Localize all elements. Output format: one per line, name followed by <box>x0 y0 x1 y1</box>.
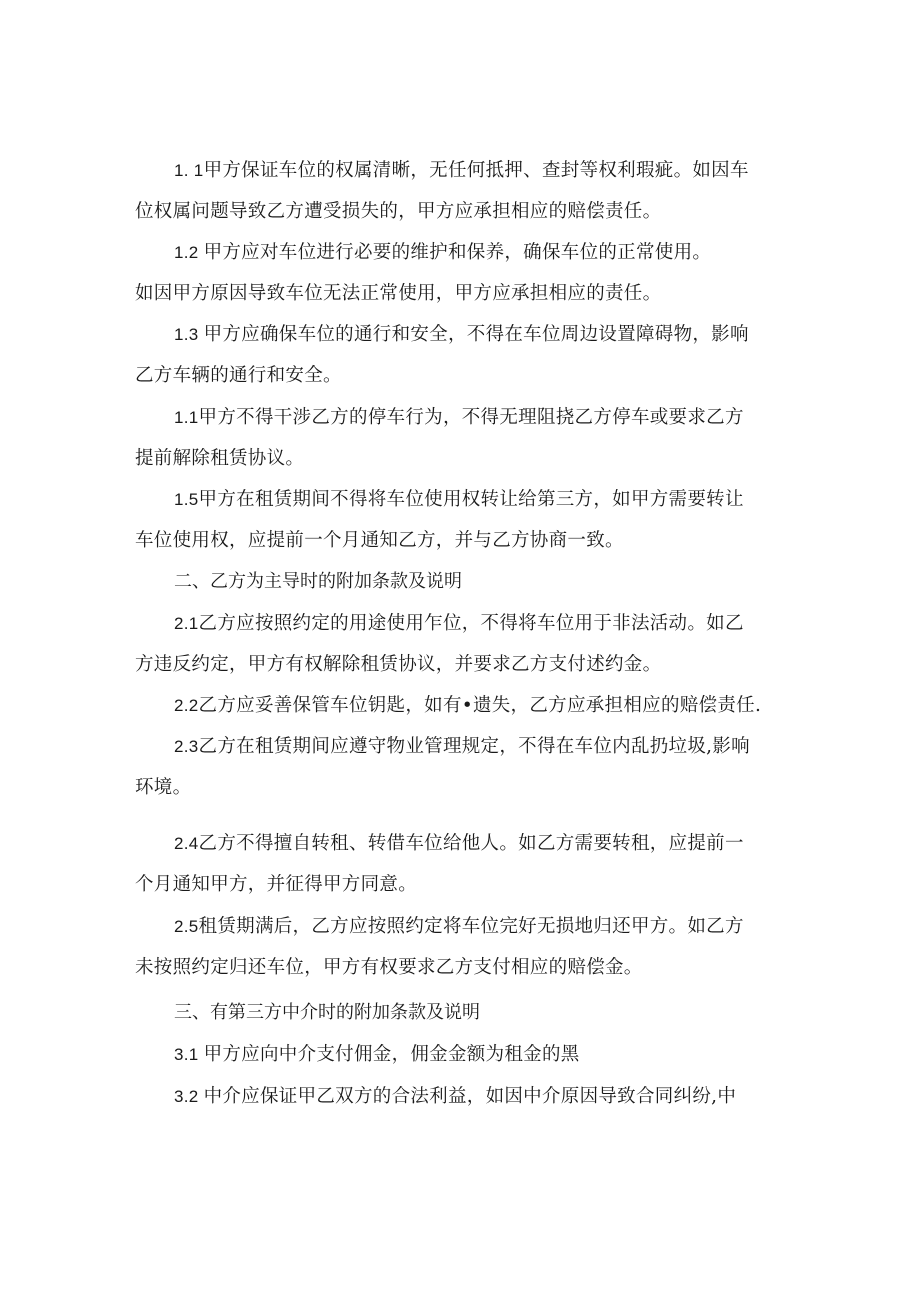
clause-number: 2.5 <box>174 917 199 936</box>
clause-number: 2.4 <box>174 834 199 853</box>
clause-1-2 <box>135 232 790 314</box>
clause-text: 乙方应妥善保管车位钥匙，如有•遗失，乙方应承担相应的赔偿责任. <box>198 695 762 716</box>
clause-text-continued: 车位使用权，应提前一个月通知乙方，并与乙方协商一致。 <box>135 530 624 551</box>
clause-text-continued: 提前解除租赁协议。 <box>135 448 305 469</box>
section-heading-2: 二、乙方为主导时的附加条款及说明 <box>174 571 462 592</box>
clause-number: 2.2 <box>174 696 199 715</box>
clause-1-3 <box>135 314 790 396</box>
clause-2-2 <box>135 685 790 726</box>
clause-2-1 <box>135 603 790 685</box>
section-heading-3: 三、有第三方中介时的附加条款及说明 <box>174 1002 480 1023</box>
clause-text-continued: 未按照约定归还车位，甲方有权要求乙方支付相应的赔偿金。 <box>135 957 643 978</box>
clause-text: 租赁期满后，乙方应按照约定将车位完好无损地归还甲方。如乙方 <box>198 916 744 937</box>
clause-1-5 <box>135 479 790 561</box>
clause-number: 1. 1 <box>174 161 204 180</box>
clause-text-continued: 个月通知甲方，并征得甲方同意。 <box>135 874 418 895</box>
clause-number: 2.3 <box>174 737 199 756</box>
clause-text-continued: 方违反约定，甲方有权解除租赁协议，并要求乙方支付述约金。 <box>135 654 662 675</box>
clause-number: 1.3 <box>174 325 204 344</box>
clause-1-1 <box>135 150 790 232</box>
clause-text: 乙方不得擅自转租、转借车位给他人。如乙方需要转租，应提前一 <box>198 833 744 854</box>
clause-number: 3.2 <box>174 1087 204 1106</box>
clause-text: 乙方在租赁期间应遵守物业管理规定，不得在车位内乱扔垃圾,影响 <box>198 736 750 757</box>
clause-number: 1.5 <box>174 490 199 509</box>
clause-2-3 <box>135 726 790 808</box>
clause-text-continued: 乙方车辆的通行和安全。 <box>135 365 342 386</box>
clause-2-5 <box>135 906 790 988</box>
clause-text: 甲方保证车位的权属清晰，无任何抵押、查封等权利瑕疵。如因车 <box>203 160 749 181</box>
clause-number: 1.1 <box>174 408 199 427</box>
clause-text-continued: 环境。 <box>135 777 192 798</box>
clause-number: 1.2 <box>174 243 204 262</box>
clause-text: 甲方应向中介支付佣金，佣金金额为租金的黑 <box>203 1044 580 1065</box>
clause-text: 甲方应对车位进行必要的维护和保养，确保车位的正常使用。 <box>203 242 712 263</box>
clause-text: 甲方在租赁期间不得将车位使用权转让给第三方，如甲方需要转让 <box>198 489 744 510</box>
clause-text: 乙方应按照约定的用途使用乍位，不得将车位用于非法活动。如乙 <box>198 613 744 634</box>
clause-text: 中介应保证甲乙双方的合法利益，如因中介原因导致合同纠纷,中 <box>203 1086 737 1107</box>
clause-number: 3.1 <box>174 1045 204 1064</box>
clause-text: 甲方不得干涉乙方的停车行为，不得无理阻挠乙方停车或要求乙方 <box>198 407 744 428</box>
clause-text-continued: 如因甲方原因导致车位无法正常使用，甲方应承担相应的责任。 <box>135 283 662 304</box>
clause-text-continued: 位权属问题导致乙方遭受损失的，甲方应承担相应的赔偿责任。 <box>135 201 662 222</box>
clause-number: 2.1 <box>174 614 199 633</box>
clause-3-1 <box>135 1034 790 1075</box>
clause-2-4 <box>135 823 790 905</box>
clause-3-2 <box>135 1076 790 1117</box>
clause-1-4 <box>135 397 790 479</box>
clause-text: 甲方应确保车位的通行和安全，不得在车位周边设置障碍物，影响 <box>203 324 749 345</box>
